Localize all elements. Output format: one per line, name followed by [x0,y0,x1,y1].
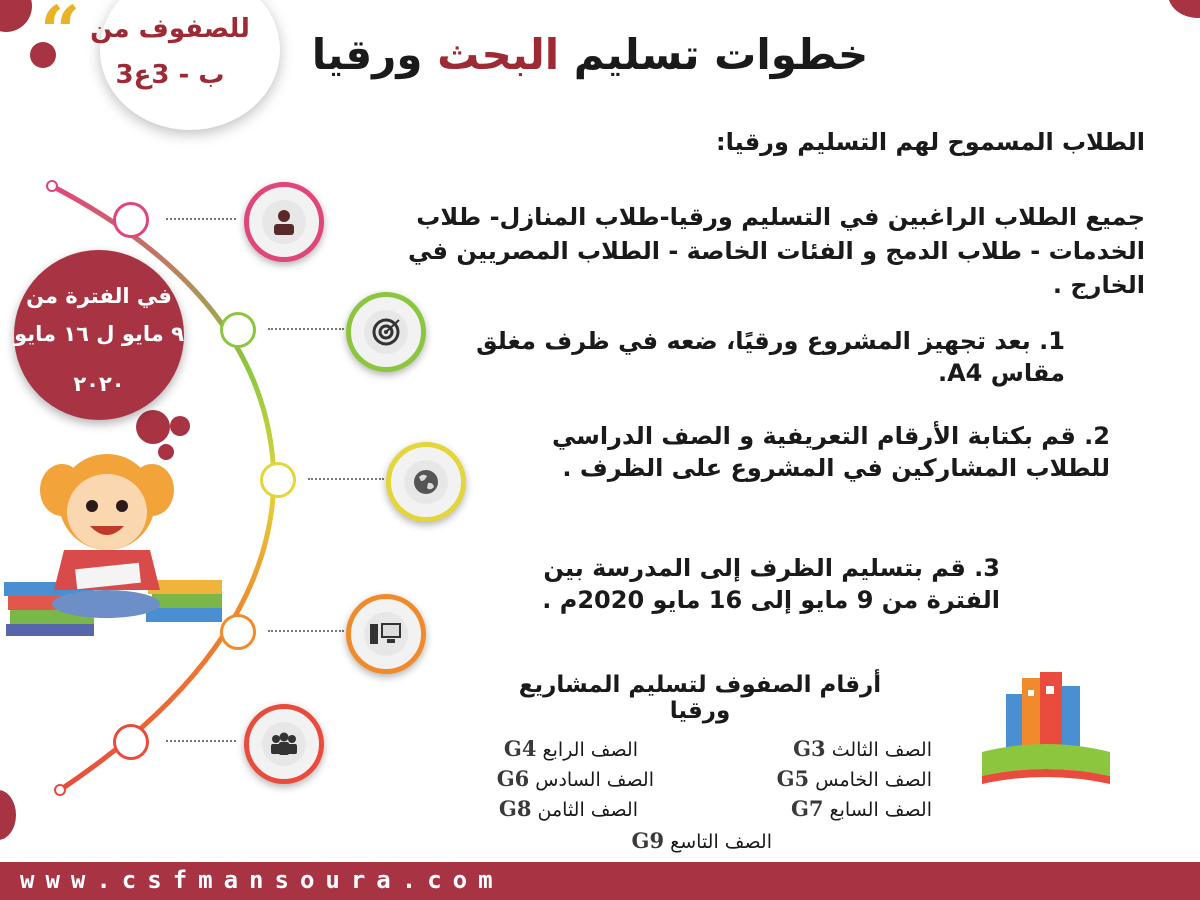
timeline-node [113,202,149,238]
connector [166,218,236,220]
grade-item [478,796,638,821]
date-line3: ٢٠٢٠ [73,372,125,396]
step-3: 3. قم بتسليم الظرف إلى المدرسة بين الفترة من 9 مايو إلى 16 مايو 2020م . [542,554,1000,614]
grade-name: الصف السابع [829,799,932,821]
connector [166,740,236,742]
footer-website-link[interactable]: www.csfmansoura.com [20,866,504,894]
grade-item [478,766,654,791]
quote-mark-icon: “ [40,0,81,73]
timeline-node [260,462,296,498]
grade-code: G8 [498,796,532,821]
title-highlight: البحث [437,30,560,79]
user-icon [244,182,324,262]
grade-name: الصف الثالث [831,739,932,761]
computer-icon [346,594,426,674]
date-line2: ٩ مايو ل ١٦ مايو [14,322,184,346]
decor-dot [1168,0,1200,18]
title-part2: ورقيا [311,30,438,79]
timeline-node [220,312,256,348]
date-range-circle [14,250,184,420]
connector [308,478,384,480]
step-2: 2. قم بكتابة الأرقام التعريفية و الصف الدراسي للطلاب المشاركين في المشروع على الظرف . [552,422,1110,482]
grade-name: الصف السادس [535,769,654,791]
grade-name: الصف الثامن [537,799,638,821]
date-line1: في الفترة من [26,284,172,308]
grades-title: أرقام الصفوف لتسليم المشاريع ورقيا [518,672,882,724]
target-icon [346,292,426,372]
grade-name: الصف التاسع [670,831,772,853]
allowed-students-heading: الطلاب المسموح لهم التسليم ورقيا: [716,128,1145,156]
grade-code: G4 [503,736,537,761]
badge-line1: للصفوف من [90,14,250,44]
grade-name: الصف الخامس [815,769,932,791]
grade-item [756,736,932,761]
allowed-students-text: جميع الطلاب الراغبين في التسليم ورقيا-طلاب المنازل- طلاب الخدمات - طلاب الدمج و الفئات الخاصة - الطلاب المصريين في الخارج . [408,203,1145,299]
step-1: 1. بعد تجهيز المشروع ورقيًا، ضعه في ظرف مغلق مقاس A4. [476,327,1065,387]
badge-line2: 3ب - 3ع [115,60,225,90]
timeline-arc [0,0,460,860]
grade-item [756,766,932,791]
grade-name: الصف الرابع [542,739,638,761]
grade-code: G5 [776,766,810,791]
student-illustration [0,440,230,640]
grade-code: G6 [496,766,530,791]
title-part1: خطوات تسليم [559,30,869,79]
connector [268,630,344,632]
grade-code: G7 [790,796,824,821]
grade-item [602,828,772,853]
grade-code: G9 [631,828,665,853]
timeline-node [113,724,149,760]
group-icon [244,704,324,784]
grade-item [478,736,638,761]
connector [268,328,344,330]
school-books-icon [976,666,1116,796]
globe-icon [386,442,466,522]
grade-item [756,796,932,821]
grade-code: G3 [793,736,826,761]
